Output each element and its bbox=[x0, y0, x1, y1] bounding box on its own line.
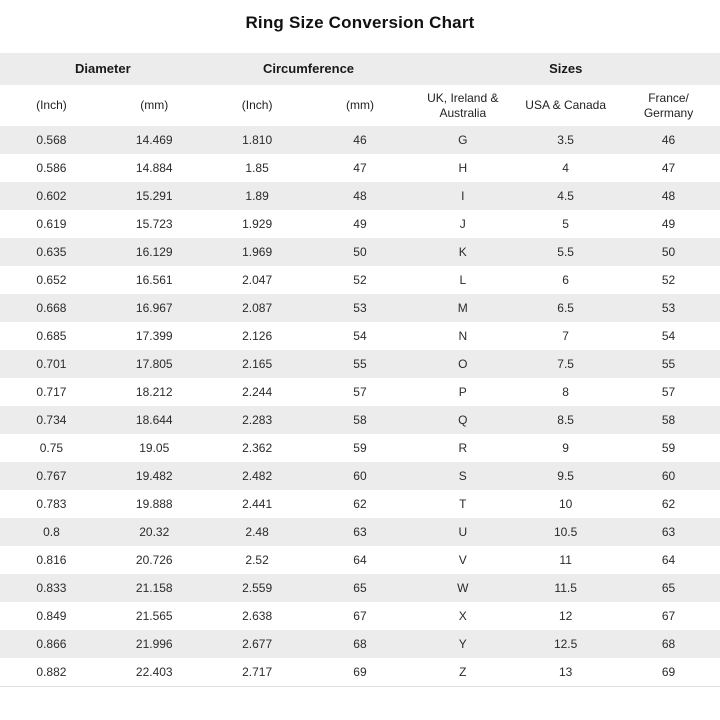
table-row bbox=[0, 658, 720, 687]
table-cell: 17.399 bbox=[135, 328, 173, 343]
table-cell: P bbox=[458, 384, 467, 399]
table-cell: 2.126 bbox=[242, 328, 273, 343]
table-cell: 55 bbox=[661, 356, 676, 371]
table-cell: X bbox=[458, 608, 467, 623]
column-header-uk-ireland-australia: UK, Ireland & Australia bbox=[427, 90, 499, 120]
table-row bbox=[0, 518, 720, 546]
table-cell: 0.619 bbox=[36, 216, 67, 231]
table-cell: 0.586 bbox=[36, 160, 67, 175]
table-cell: K bbox=[458, 244, 467, 259]
table-cell: 16.129 bbox=[135, 244, 173, 259]
table-cell: 18.212 bbox=[135, 384, 173, 399]
table-cell: 2.165 bbox=[242, 356, 273, 371]
table-cell: 5.5 bbox=[557, 244, 574, 259]
table-cell: 1.929 bbox=[242, 216, 273, 231]
table-cell: 2.559 bbox=[242, 580, 273, 595]
table-cell: 12 bbox=[558, 608, 573, 623]
table-cell: 10 bbox=[558, 496, 573, 511]
table-row bbox=[0, 546, 720, 574]
table-cell: 18.644 bbox=[135, 412, 173, 427]
table-cell: 0.8 bbox=[43, 524, 60, 539]
table-cell: 2.717 bbox=[242, 664, 273, 679]
table-cell: 21.996 bbox=[135, 636, 173, 651]
table-cell: 62 bbox=[661, 496, 676, 511]
table-cell: 0.866 bbox=[36, 636, 67, 651]
table-cell: 4 bbox=[562, 160, 569, 175]
table-cell: 54 bbox=[353, 328, 367, 343]
table-cell: 0.833 bbox=[36, 580, 67, 595]
table-cell: 11 bbox=[559, 552, 572, 567]
table-cell: 0.75 bbox=[39, 440, 64, 455]
table-cell: 1.969 bbox=[242, 244, 273, 259]
table-row bbox=[0, 406, 720, 434]
column-header-row bbox=[0, 85, 720, 126]
table-cell: R bbox=[458, 440, 468, 455]
table-cell: 52 bbox=[353, 272, 367, 287]
table-row bbox=[0, 630, 720, 658]
ring-size-table bbox=[0, 53, 720, 687]
table-cell: 60 bbox=[661, 468, 676, 483]
table-cell: 19.482 bbox=[135, 468, 173, 483]
table-cell: 62 bbox=[353, 496, 367, 511]
table-cell: 46 bbox=[661, 132, 676, 147]
table-cell: G bbox=[458, 132, 468, 147]
table-row bbox=[0, 294, 720, 322]
table-cell: 55 bbox=[353, 356, 367, 371]
table-cell: 68 bbox=[353, 636, 367, 651]
table-cell: J bbox=[459, 216, 466, 231]
table-cell: 16.561 bbox=[135, 272, 173, 287]
table-cell: 20.32 bbox=[139, 524, 170, 539]
table-cell: 2.244 bbox=[242, 384, 273, 399]
table-cell: 6 bbox=[562, 272, 569, 287]
table-cell: 69 bbox=[353, 664, 367, 679]
table-row bbox=[0, 350, 720, 378]
table-cell: 0.882 bbox=[36, 664, 67, 679]
table-cell: 13 bbox=[558, 664, 573, 679]
table-cell: 64 bbox=[661, 552, 676, 567]
table-cell: 52 bbox=[661, 272, 676, 287]
table-body bbox=[0, 126, 720, 687]
table-cell: 8 bbox=[562, 384, 569, 399]
table-cell: 4.5 bbox=[557, 188, 574, 203]
table-cell: 50 bbox=[353, 244, 367, 259]
table-cell: Q bbox=[458, 412, 468, 427]
table-row bbox=[0, 462, 720, 490]
table-cell: 0.701 bbox=[36, 356, 67, 371]
table-cell: V bbox=[458, 552, 467, 567]
table-row bbox=[0, 266, 720, 294]
table-cell: M bbox=[457, 300, 468, 315]
table-cell: 57 bbox=[353, 384, 367, 399]
table-cell: 2.441 bbox=[242, 496, 273, 511]
column-group-diameter: Diameter bbox=[75, 60, 131, 76]
table-cell: 19.05 bbox=[139, 440, 170, 455]
table-cell: 0.652 bbox=[36, 272, 67, 287]
table-row bbox=[0, 434, 720, 462]
table-cell: 53 bbox=[353, 300, 367, 315]
table-cell: 2.362 bbox=[242, 440, 273, 455]
table-cell: Z bbox=[459, 664, 467, 679]
table-cell: 0.767 bbox=[36, 468, 67, 483]
table-cell: 11.5 bbox=[554, 580, 577, 595]
table-cell: 0.568 bbox=[36, 132, 67, 147]
table-cell: 68 bbox=[661, 636, 676, 651]
table-cell: 12.5 bbox=[553, 636, 578, 651]
table-cell: 59 bbox=[661, 440, 676, 455]
table-cell: S bbox=[458, 468, 467, 483]
table-cell: 2.52 bbox=[245, 552, 269, 567]
table-cell: 67 bbox=[353, 608, 367, 623]
table-cell: 58 bbox=[661, 412, 676, 427]
table-cell: 0.816 bbox=[36, 552, 67, 567]
table-cell: 22.403 bbox=[135, 664, 173, 679]
table-row bbox=[0, 238, 720, 266]
table-row bbox=[0, 490, 720, 518]
table-cell: 5 bbox=[562, 216, 569, 231]
table-cell: 49 bbox=[661, 216, 676, 231]
table-cell: 64 bbox=[353, 552, 367, 567]
table-cell: 48 bbox=[353, 188, 367, 203]
page-title: Ring Size Conversion Chart bbox=[245, 13, 475, 32]
table-cell: 1.89 bbox=[245, 188, 269, 203]
table-cell: 69 bbox=[661, 664, 676, 679]
table-cell: 15.291 bbox=[135, 188, 173, 203]
table-cell: 7 bbox=[562, 328, 569, 343]
table-cell: 47 bbox=[661, 160, 676, 175]
column-group-circumference: Circumference bbox=[263, 60, 355, 76]
table-row bbox=[0, 126, 720, 154]
table-cell: 2.638 bbox=[242, 608, 273, 623]
table-cell: 63 bbox=[661, 524, 676, 539]
table-cell: 14.469 bbox=[135, 132, 173, 147]
table-cell: 2.087 bbox=[242, 300, 273, 315]
table-cell: 21.158 bbox=[135, 580, 173, 595]
table-cell: 2.283 bbox=[242, 412, 273, 427]
column-group-sizes: Sizes bbox=[549, 60, 583, 76]
table-cell: 65 bbox=[661, 580, 676, 595]
table-cell: 0.668 bbox=[36, 300, 67, 315]
table-cell: 10.5 bbox=[553, 524, 578, 539]
table-cell: 0.602 bbox=[36, 188, 67, 203]
table-row bbox=[0, 378, 720, 406]
table-cell: 50 bbox=[661, 244, 676, 259]
table-cell: 2.047 bbox=[242, 272, 273, 287]
table-cell: H bbox=[458, 160, 468, 175]
table-cell: 67 bbox=[661, 608, 676, 623]
table-cell: 3.5 bbox=[557, 132, 574, 147]
table-cell: I bbox=[461, 188, 465, 203]
table-row bbox=[0, 322, 720, 350]
table-cell: U bbox=[458, 524, 468, 539]
table-cell: 49 bbox=[353, 216, 367, 231]
table-cell: 20.726 bbox=[135, 552, 173, 567]
table-row bbox=[0, 602, 720, 630]
table-cell: 6.5 bbox=[557, 300, 574, 315]
table-cell: 60 bbox=[353, 468, 367, 483]
table-cell: 54 bbox=[661, 328, 676, 343]
table-cell: 17.805 bbox=[135, 356, 173, 371]
table-cell: 0.635 bbox=[36, 244, 67, 259]
table-cell: Y bbox=[458, 636, 467, 651]
table-cell: 9.5 bbox=[557, 468, 574, 483]
column-header-diameter-inch: (Inch) bbox=[36, 98, 67, 112]
table-cell: 47 bbox=[353, 160, 367, 175]
table-cell: 2.482 bbox=[242, 468, 273, 483]
table-cell: 59 bbox=[353, 440, 367, 455]
table-cell: 0.849 bbox=[36, 608, 67, 623]
table-cell: 16.967 bbox=[135, 300, 173, 315]
table-cell: L bbox=[459, 272, 467, 287]
table-cell: 0.685 bbox=[36, 328, 67, 343]
table-cell: 8.5 bbox=[557, 412, 574, 427]
table-cell: 9 bbox=[562, 440, 569, 455]
table-cell: 21.565 bbox=[135, 608, 173, 623]
table-cell: T bbox=[459, 496, 467, 511]
table-cell: W bbox=[457, 580, 469, 595]
table-cell: 14.884 bbox=[135, 160, 173, 175]
table-row bbox=[0, 154, 720, 182]
table-cell: 58 bbox=[353, 412, 367, 427]
table-cell: 0.783 bbox=[36, 496, 67, 511]
table-cell: 0.734 bbox=[36, 412, 67, 427]
table-cell: O bbox=[458, 356, 468, 371]
table-row bbox=[0, 210, 720, 238]
column-header-usa-canada: USA & Canada bbox=[525, 98, 606, 112]
column-header-diameter-mm: (mm) bbox=[140, 98, 169, 112]
table-row bbox=[0, 182, 720, 210]
table-cell: 2.48 bbox=[245, 524, 269, 539]
column-header-circumference-mm: (mm) bbox=[345, 98, 374, 112]
column-header-france-germany: France/ Germany bbox=[643, 90, 694, 120]
table-cell: 15.723 bbox=[135, 216, 173, 231]
table-cell: 2.677 bbox=[242, 636, 273, 651]
column-header-circumference-inch: (Inch) bbox=[241, 98, 273, 112]
table-cell: 1.810 bbox=[242, 132, 273, 147]
table-cell: 63 bbox=[353, 524, 367, 539]
table-cell: 53 bbox=[661, 300, 676, 315]
table-cell: 48 bbox=[661, 188, 676, 203]
table-cell: 46 bbox=[353, 132, 367, 147]
column-group-header-row bbox=[0, 53, 720, 85]
table-row bbox=[0, 574, 720, 602]
table-cell: 65 bbox=[353, 580, 367, 595]
table-cell: 7.5 bbox=[557, 356, 574, 371]
table-cell: 57 bbox=[661, 384, 676, 399]
table-cell: N bbox=[458, 328, 468, 343]
table-cell: 1.85 bbox=[245, 160, 269, 175]
table-cell: 19.888 bbox=[135, 496, 173, 511]
table-cell: 0.717 bbox=[36, 384, 67, 399]
